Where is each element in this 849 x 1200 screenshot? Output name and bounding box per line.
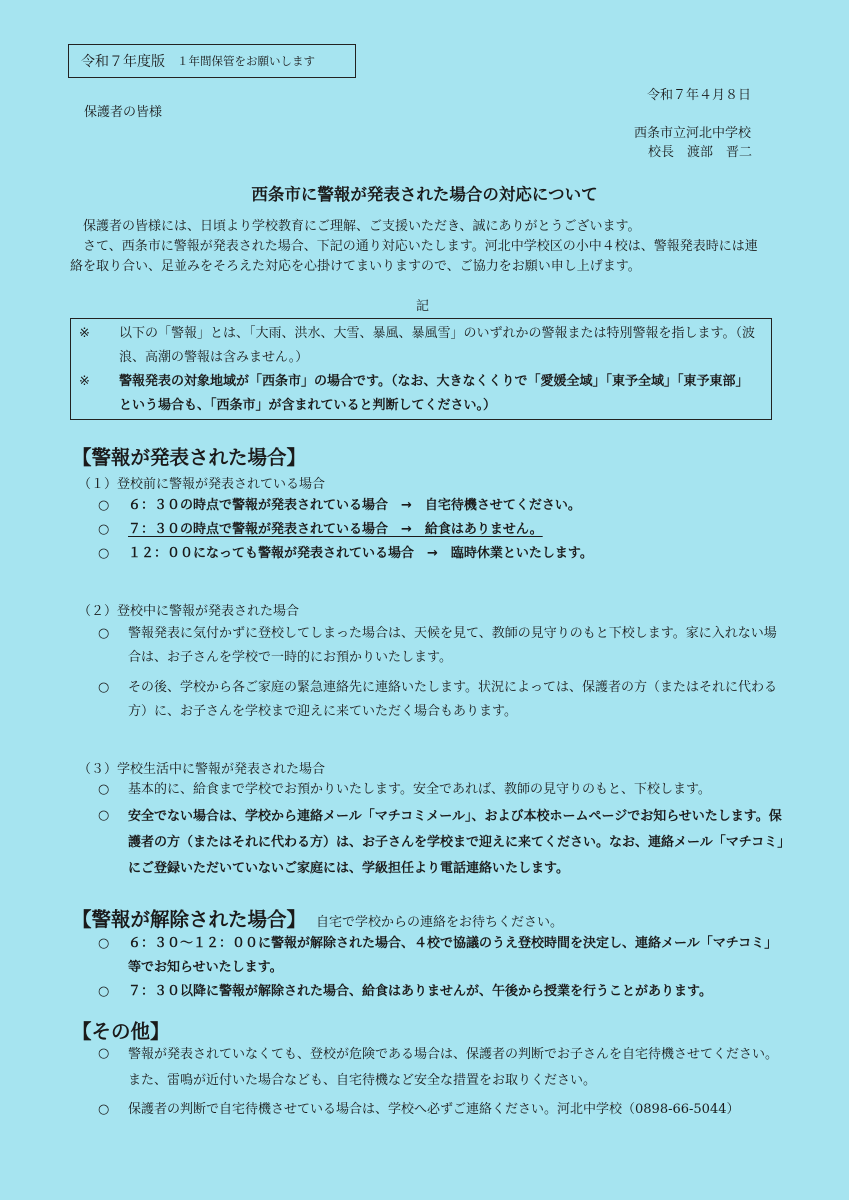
list-item [98,676,788,724]
circle-bullet: ○ [98,1046,110,1061]
note-text: 警報発表の対象地域が「西条市」の場合です。（なお、大きなくくりで「愛媛全域」「東予全域」「東予東部」という場合も、「西条市」が含まれていると判断してください。） [119,374,749,413]
list-item [98,778,788,802]
circle-bullet: ○ [98,522,110,537]
other-list [98,1042,788,1122]
list-item [98,932,788,980]
subsection-before-school: （１）登校前に警報が発表されている場合 [78,477,326,492]
intro-line-1: 保護者の皆様には、日頃より学校教育にご理解、ご支援いただき、誠にありがとうございます。 [83,219,641,234]
list-item-text: 保護者の判断で自宅待機させている場合は、学校へ必ずご連絡ください。河北中学校（0898-66-5044） [128,1102,740,1117]
list-item [98,980,788,1004]
subsection-during-school: （３）学校生活中に警報が発表された場合 [78,762,326,777]
circle-bullet: ○ [98,1102,110,1117]
list-item-text: 警報発表に気付かずに登校してしまった場合は、天候を見て、教師の見守りのもと下校します。家に入れない場合は、お子さんを学校で一時的にお預かりいたします。 [128,626,777,665]
subsection-during-commute: （２）登校中に警報が発表された場合 [78,604,300,619]
circle-bullet: ○ [98,680,110,695]
note-text: 以下の「警報」とは、「大雨、洪水、大雪、暴風、暴風雪」のいずれかの警報または特別警報を指します。（波浪、高潮の警報は含みません。） [119,326,755,365]
keep-notice: １年間保管をお願いします [177,54,315,68]
intro-line-2: さて、西条市に警報が発表された場合、下記の通り対応いたします。河北中学校区の小中４校は、警報発表時には連絡を取り合い、足並みをそろえた対応を心掛けてまいりますので、ご協力をお願い申し上げます。 [70,239,758,274]
note-item [79,370,763,418]
cleared-list [98,932,788,1004]
before-school-list [98,494,798,566]
note-mark: ※ [79,326,90,341]
list-item [98,518,798,542]
list-item [98,542,798,566]
page-title: 西条市に警報が発表された場合の対応について [251,185,598,204]
addressee: 保護者の皆様 [84,105,163,120]
notes-box [70,318,772,420]
during-school-list [98,778,788,882]
section-heading-cleared: 【警報が解除された場合】 [72,908,307,931]
list-item-text: 安全でない場合は、学校から連絡メール「マチコミメール」、および本校ホームページでお知らせいたします。保護者の方（またはそれに代わる方）は、お子さんを学校まで迎えに来てください。なお、連絡メール「マチコミ」にご登録いただいていないご家庭には、学級担任より電話連絡いたします。 [128,809,784,876]
ki-marker: 記 [416,299,430,314]
list-item-text: ７：３０の時点で警報が発表されている場合 → 給食はありません。 [128,522,543,537]
circle-bullet: ○ [98,936,110,951]
note-item [79,322,763,370]
issue-date: 令和７年４月８日 [647,88,752,103]
section-heading-other: 【その他】 [72,1020,170,1043]
circle-bullet: ○ [98,626,110,641]
circle-bullet: ○ [98,782,110,797]
during-commute-list [98,622,788,724]
circle-bullet: ○ [98,808,110,823]
circle-bullet: ○ [98,984,110,999]
section-heading-issued: 【警報が発表された場合】 [72,446,307,469]
list-item [98,804,788,882]
intro-paragraph [70,217,770,277]
section-cleared-header [72,904,563,932]
list-item-text: その後、学校から各ご家庭の緊急連絡先に連絡いたします。状況によっては、保護者の方（またはそれに代わる方）に、お子さんを学校まで迎えに来ていただく場合もあります。 [128,680,777,719]
list-item [98,622,788,670]
list-item [98,1042,788,1094]
list-item-text: ７：３０以降に警報が解除された場合、給食はありませんが、午後から授業を行うことがあります。 [128,984,712,999]
circle-bullet: ○ [98,546,110,561]
list-item-text: １２：００になっても警報が発表されている場合 → 臨時休業といたします。 [128,546,593,561]
school-name: 西条市立河北中学校 [634,126,752,141]
note-mark: ※ [79,374,90,389]
edition-box [68,44,356,78]
list-item-text: ６：３０の時点で警報が発表されている場合 → 自宅待機させてください。 [128,498,581,513]
list-item-text: 基本的に、給食まで学校でお預かりいたします。安全であれば、教師の見守りのもと、下校します。 [128,782,711,797]
list-item-text: ６：３０～１２：００に警報が解除された場合、４校で協議のうえ登校時間を決定し、連絡メール「マチコミ」等でお知らせいたします。 [128,936,778,975]
circle-bullet: ○ [98,498,110,513]
list-item-text: 警報が発表されていなくても、登校が危険である場合は、保護者の判断でお子さんを自宅待機させてください。また、雷鳴が近付いた場合なども、自宅待機など安全な措置をお取りください。 [128,1047,779,1088]
edition-label: 令和７年度版 [81,54,165,70]
list-item [98,1098,788,1122]
cleared-aside: 自宅で学校からの連絡をお待ちください。 [316,915,564,930]
principal-name: 校長 渡部 晋二 [648,145,753,160]
list-item [98,494,798,518]
